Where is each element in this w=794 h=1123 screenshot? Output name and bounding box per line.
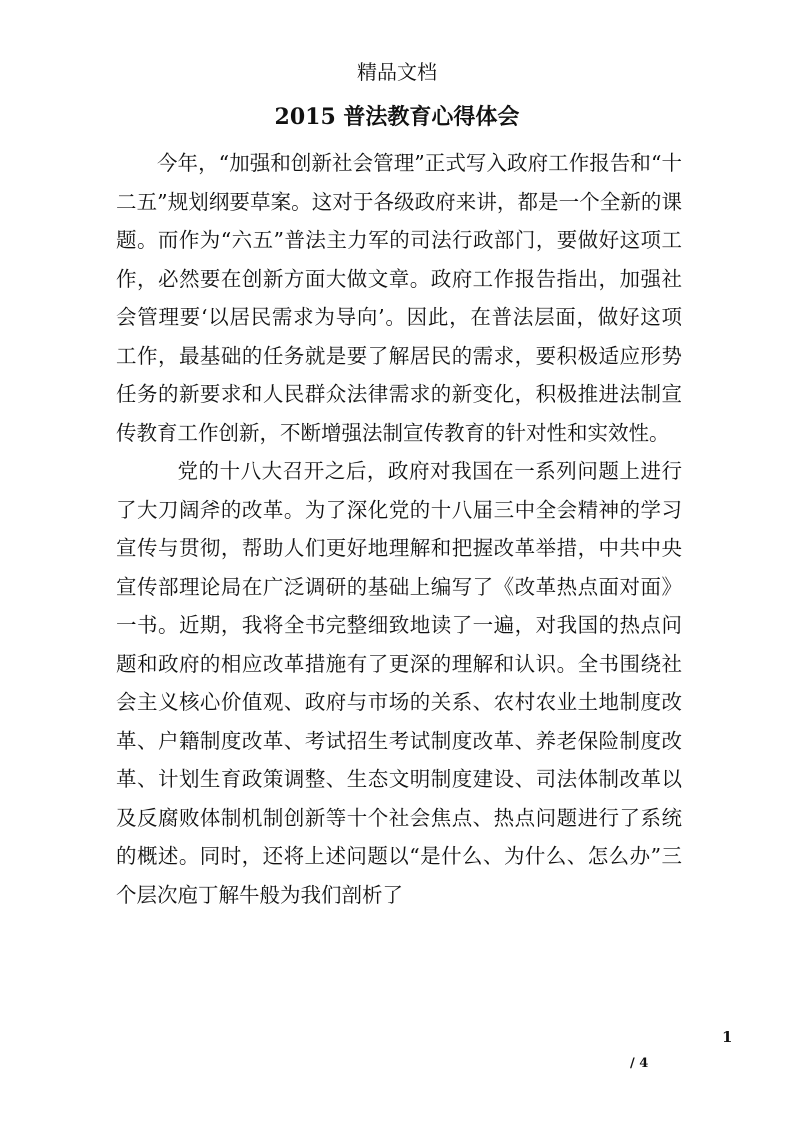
page-total: / 4 [630,1056,649,1071]
paragraph-2: 党的十八大召开之后，政府对我国在一系列问题上进行了大刀阔斧的改革。为了深化党的十八届三中全会精神的学习宣传与贯彻，帮助人们更好地理解和把握改革举措，中共中央宣传部理论局在广泛调研的基础上编写了《改革热点面对面》一书。近期，我将全书完整细致地读了一遍，对我国的热点问题和政府的相应改革措施有了更深的理解和认识。全书围绕社会主义核心价值观、政府与市场的关系、农村农业土地制度改革、户籍制度改革、考试招生考试制度改革、养老保险制度改革、计划生育政策调整、生态文明制度建设、司法体制改革以及反腐败体制机制创新等十个社会焦点、热点问题进行了系统的概述。同时，还将上述问题以“是什么、为什么、怎么办”三个层次庖丁解牛般为我们剖析了 [116,459,682,907]
page-number: 1 [722,1028,733,1046]
document-header: 精品文档 [357,60,437,84]
document-title: 2015 普法教育心得体会 [274,104,520,130]
paragraph-1: 今年，“加强和创新社会管理”正式写入政府工作报告和“十二五”规划纲要草案。这对于各级政府来讲，都是一个全新的课题。而作为“六五”普法主力军的司法行政部门，要做好这项工作，必然要在创新方面大做文章。政府工作报告指出，加强社会管理要‘以居民需求为导向’。因此，在普法层面，做好这项工作，最基础的任务就是要了解居民的需求，要积极适应形势任务的新要求和人民群众法律需求的新变化，积极推进法制宣传教育工作创新，不断增强法制宣传教育的针对性和实效性。 [116,151,682,445]
document-body [116,144,682,914]
